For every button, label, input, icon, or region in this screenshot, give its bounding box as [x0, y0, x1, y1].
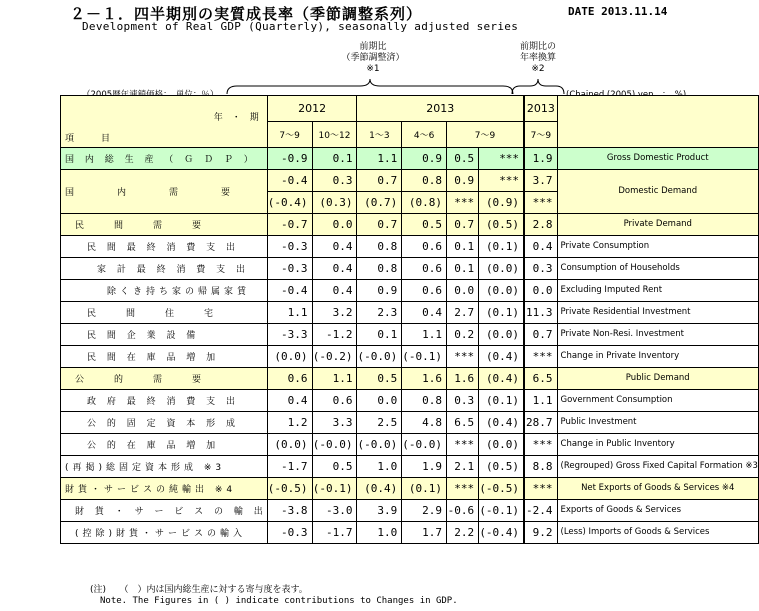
- value-cell: (0.1): [479, 302, 524, 324]
- corner-header: [61, 96, 268, 148]
- value-cell: 0.3: [446, 390, 478, 412]
- value-cell: 3.2: [312, 302, 357, 324]
- subtitle: Development of Real GDP (Quarterly), seasonally adjusted series: [82, 20, 519, 33]
- value-cell: (0.8): [402, 192, 447, 214]
- table-row: [61, 258, 759, 280]
- value-cell: (0.4): [479, 368, 524, 390]
- date-label: DATE 2013.11.14: [568, 5, 668, 18]
- value-cell: (0.1): [479, 390, 524, 412]
- value-cell: -0.3: [267, 236, 312, 258]
- value-cell: 2.5: [357, 412, 402, 434]
- value-cell: 0.5: [357, 368, 402, 390]
- value-cell: 0.3: [312, 170, 357, 192]
- value-cell: 0.4: [312, 280, 357, 302]
- value-cell: -0.9: [267, 148, 312, 170]
- row-label: 政 府 最 終 消 費 支 出: [61, 390, 268, 412]
- value-cell: ***: [446, 192, 478, 214]
- table-row: [61, 280, 759, 302]
- annual-value-cell: -2.4: [525, 500, 557, 522]
- value-cell: (0.4): [357, 478, 402, 500]
- row-label-en: Domestic Demand: [557, 170, 758, 214]
- corner-top: 年 ・ 期: [213, 113, 259, 123]
- value-cell: 0.8: [402, 390, 447, 412]
- value-cell: (-0.4): [267, 192, 312, 214]
- brace-annualized: [510, 78, 566, 96]
- row-label-en: Public Investment: [557, 412, 758, 434]
- value-cell: (-0.0): [357, 434, 402, 456]
- value-cell: 1.0: [357, 522, 402, 544]
- value-cell: (0.0): [267, 346, 312, 368]
- value-cell: 4.8: [402, 412, 447, 434]
- value-cell: (-0.5): [479, 478, 524, 500]
- annual-value-cell: 0.0: [525, 280, 557, 302]
- row-label: 国 内 総 生 産 （ Ｇ Ｄ Ｐ ）: [61, 148, 268, 170]
- value-cell: 2.2: [446, 522, 478, 544]
- annual-value-cell: 1.9: [525, 148, 557, 170]
- value-cell: 1.2: [267, 412, 312, 434]
- annual-value-cell: 9.2: [525, 522, 557, 544]
- footer-note-en: Note. The Figures in ( ) indicate contributions to Changes in GDP.: [100, 596, 458, 606]
- row-label-en: Private Residential Investment: [557, 302, 758, 324]
- value-cell: 3.9: [357, 500, 402, 522]
- annual-value-cell: 0.4: [525, 236, 557, 258]
- table-row: [61, 236, 759, 258]
- value-cell: 0.1: [446, 258, 478, 280]
- year-2012: 2012: [267, 96, 357, 122]
- table-row: [61, 522, 759, 544]
- value-cell: 0.8: [357, 236, 402, 258]
- value-cell: 1.1: [267, 302, 312, 324]
- value-cell: 0.6: [312, 390, 357, 412]
- value-cell: 0.7: [446, 214, 478, 236]
- table-row: [61, 170, 759, 192]
- value-cell: 0.5: [402, 214, 447, 236]
- value-cell: ***: [446, 478, 478, 500]
- row-label: 民 間 需 要: [61, 214, 268, 236]
- value-cell: -3.3: [267, 324, 312, 346]
- row-label: 除くき持ち家の帰属家賃: [61, 280, 268, 302]
- value-cell: 0.4: [312, 258, 357, 280]
- row-label-en: Government Consumption: [557, 390, 758, 412]
- value-cell: 0.1: [312, 148, 357, 170]
- value-cell: 0.2: [446, 324, 478, 346]
- row-label-en: Excluding Imputed Rent: [557, 280, 758, 302]
- value-cell: 1.9: [402, 456, 447, 478]
- value-cell: 0.4: [267, 390, 312, 412]
- value-cell: (0.9): [479, 192, 524, 214]
- value-cell: 0.1: [446, 236, 478, 258]
- table-row: [61, 500, 759, 522]
- value-cell: 0.7: [357, 170, 402, 192]
- value-cell: (-0.0): [357, 346, 402, 368]
- table-row: [61, 324, 759, 346]
- annual-value-cell: 2.8: [525, 214, 557, 236]
- value-cell: ***: [479, 148, 524, 170]
- value-cell: 0.4: [402, 302, 447, 324]
- value-cell: ***: [479, 170, 524, 192]
- year-2013: 2013: [357, 96, 524, 122]
- row-label: 民 間 最 終 消 費 支 出: [61, 236, 268, 258]
- value-cell: 1.6: [446, 368, 478, 390]
- row-label: 民 間 企 業 設 備: [61, 324, 268, 346]
- value-cell: 2.7: [446, 302, 478, 324]
- row-label: 民 間 在 庫 品 増 加: [61, 346, 268, 368]
- value-cell: 6.5: [446, 412, 478, 434]
- value-cell: 0.9: [357, 280, 402, 302]
- value-cell: -0.4: [267, 280, 312, 302]
- row-label: 財貨・サービスの純輸出 ※4: [61, 478, 268, 500]
- annual-value-cell: 11.3: [525, 302, 557, 324]
- period-header: 4～6: [402, 122, 447, 148]
- value-cell: 1.1: [357, 148, 402, 170]
- row-label: 公 的 需 要: [61, 368, 268, 390]
- value-cell: 1.1: [402, 324, 447, 346]
- table-row: [61, 346, 759, 368]
- value-cell: 2.9: [402, 500, 447, 522]
- annual-value-cell: 0.3: [525, 258, 557, 280]
- row-label: (控除)財貨・サービスの輸入: [61, 522, 268, 544]
- value-cell: 0.9: [402, 148, 447, 170]
- value-cell: (-0.1): [402, 346, 447, 368]
- row-label-en: Public Demand: [557, 368, 758, 390]
- row-label: 公 的 在 庫 品 増 加: [61, 434, 268, 456]
- value-cell: -3.8: [267, 500, 312, 522]
- value-cell: 0.6: [402, 280, 447, 302]
- value-cell: 0.7: [357, 214, 402, 236]
- value-cell: (0.0): [479, 258, 524, 280]
- value-cell: (0.1): [479, 236, 524, 258]
- value-cell: 0.5: [446, 148, 478, 170]
- row-label: (再掲)総固定資本形成 ※3: [61, 456, 268, 478]
- row-label-en: Exports of Goods & Services: [557, 500, 758, 522]
- table-row: [61, 368, 759, 390]
- row-label: 民 間 住 宅: [61, 302, 268, 324]
- annual-value-cell: 3.7: [525, 170, 557, 192]
- value-cell: 0.0: [357, 390, 402, 412]
- value-cell: (0.4): [479, 346, 524, 368]
- annual-value-cell: ***: [525, 346, 557, 368]
- value-cell: 2.1: [446, 456, 478, 478]
- table-row: [61, 478, 759, 500]
- table-row: [61, 434, 759, 456]
- row-label-en: Change in Public Inventory: [557, 434, 758, 456]
- value-cell: ***: [446, 434, 478, 456]
- value-cell: 1.1: [312, 368, 357, 390]
- value-cell: (0.0): [267, 434, 312, 456]
- value-cell: ***: [446, 346, 478, 368]
- annual-value-cell: 1.1: [525, 390, 557, 412]
- table-row: [61, 412, 759, 434]
- annual-value-cell: 0.7: [525, 324, 557, 346]
- year-2013-annual: 2013: [525, 96, 557, 122]
- value-cell: (0.3): [312, 192, 357, 214]
- annual-value-cell: 6.5: [525, 368, 557, 390]
- value-cell: -0.3: [267, 522, 312, 544]
- value-cell: (-0.0): [312, 434, 357, 456]
- row-label: 財 貨 ・ サ ー ビ ス の 輸 出: [61, 500, 268, 522]
- row-label: 国 内 需 要: [61, 170, 268, 214]
- value-cell: 0.9: [446, 170, 478, 192]
- annual-value-cell: 28.7: [525, 412, 557, 434]
- brace-prev-quarter: [225, 78, 515, 96]
- value-cell: -0.7: [267, 214, 312, 236]
- value-cell: (0.0): [479, 434, 524, 456]
- annual-value-cell: ***: [525, 434, 557, 456]
- annual-value-cell: ***: [525, 478, 557, 500]
- footer-note-jp: (注) （ ）内は国内総生産に対する寄与度を表す。: [90, 585, 308, 595]
- value-cell: 1.6: [402, 368, 447, 390]
- period-header: 1～3: [357, 122, 402, 148]
- value-cell: 0.4: [312, 236, 357, 258]
- value-cell: -1.7: [267, 456, 312, 478]
- value-cell: 0.5: [312, 456, 357, 478]
- row-label-en: Net Exports of Goods & Services ※4: [557, 478, 758, 500]
- period-header: 7～9: [446, 122, 523, 148]
- row-label: 公 的 固 定 資 本 形 成: [61, 412, 268, 434]
- period-header: 7～9: [267, 122, 312, 148]
- row-label-en: (Regrouped) Gross Fixed Capital Formation ※3: [557, 456, 758, 478]
- value-cell: 1.7: [402, 522, 447, 544]
- note-prev-quarter: 前期比 （季節調整済） ※1: [341, 42, 405, 74]
- annual-value-cell: ***: [525, 192, 557, 214]
- value-cell: (-0.1): [479, 500, 524, 522]
- row-label-en: Change in Private Inventory: [557, 346, 758, 368]
- value-cell: 0.0: [446, 280, 478, 302]
- row-label-en: Private Consumption: [557, 236, 758, 258]
- value-cell: 1.0: [357, 456, 402, 478]
- row-label-en: Consumption of Households: [557, 258, 758, 280]
- value-cell: -0.4: [267, 170, 312, 192]
- note-annualized: 前期比の 年率換算 ※2: [519, 42, 556, 74]
- value-cell: -3.0: [312, 500, 357, 522]
- value-cell: (0.1): [402, 478, 447, 500]
- value-cell: (-0.0): [402, 434, 447, 456]
- value-cell: 0.1: [357, 324, 402, 346]
- period-header: 10～12: [312, 122, 357, 148]
- value-cell: (-0.2): [312, 346, 357, 368]
- value-cell: -1.7: [312, 522, 357, 544]
- row-label-en: Gross Domestic Product: [557, 148, 758, 170]
- table-row: [61, 456, 759, 478]
- value-cell: 3.3: [312, 412, 357, 434]
- gdp-table: [60, 95, 759, 544]
- value-cell: (-0.1): [312, 478, 357, 500]
- value-cell: 0.6: [402, 258, 447, 280]
- table-row: [61, 148, 759, 170]
- value-cell: (0.4): [479, 412, 524, 434]
- table-row: [61, 214, 759, 236]
- english-header: [557, 96, 758, 148]
- value-cell: 0.6: [267, 368, 312, 390]
- period-header-annual: 7～9: [525, 122, 557, 148]
- table-row: [61, 302, 759, 324]
- row-label-en: (Less) Imports of Goods & Services: [557, 522, 758, 544]
- value-cell: -0.3: [267, 258, 312, 280]
- value-cell: 0.6: [402, 236, 447, 258]
- value-cell: (0.5): [479, 214, 524, 236]
- value-cell: -1.2: [312, 324, 357, 346]
- value-cell: (0.0): [479, 280, 524, 302]
- table-row: [61, 390, 759, 412]
- value-cell: 0.0: [312, 214, 357, 236]
- value-cell: (-0.5): [267, 478, 312, 500]
- corner-bottom: 項 目: [65, 134, 111, 144]
- value-cell: 2.3: [357, 302, 402, 324]
- value-cell: (0.7): [357, 192, 402, 214]
- page-title: ２－１．四半期別の実質成長率（季節調整系列）: [70, 5, 423, 23]
- value-cell: (0.0): [479, 324, 524, 346]
- value-cell: (0.5): [479, 456, 524, 478]
- row-label-en: Private Non-Resi. Investment: [557, 324, 758, 346]
- value-cell: 0.8: [402, 170, 447, 192]
- row-label: 家 計 最 終 消 費 支 出: [61, 258, 268, 280]
- annual-value-cell: 8.8: [525, 456, 557, 478]
- value-cell: (-0.4): [479, 522, 524, 544]
- value-cell: -0.6: [446, 500, 478, 522]
- value-cell: 0.8: [357, 258, 402, 280]
- row-label-en: Private Demand: [557, 214, 758, 236]
